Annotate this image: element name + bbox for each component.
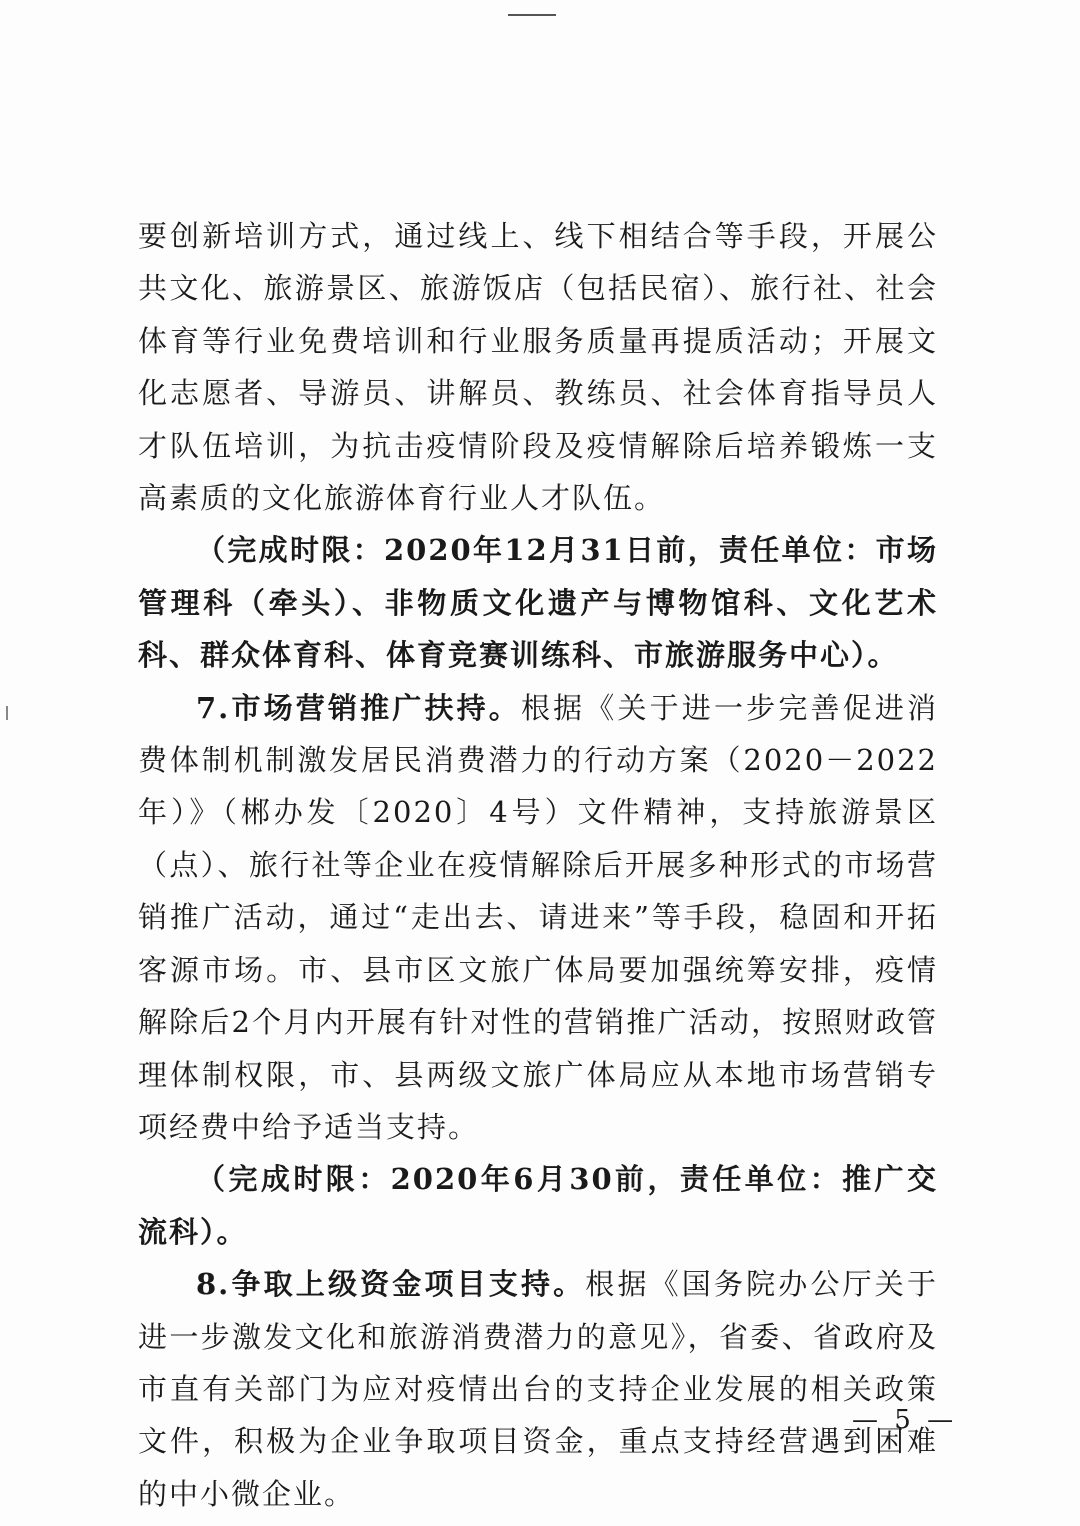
paragraph-deadline-marketing: （完成时限：2020年6月30前，责任单位：推广交流科）。 <box>138 1162 938 1249</box>
paragraph-funding <box>138 1258 938 1520</box>
top-rule <box>508 14 556 16</box>
page-number: — 5 — <box>852 1405 958 1435</box>
paragraph-funding-body: 根据《国务院办公厅关于进一步激发文化和旅游消费潜力的意见》，省委、省政府及市直有关部门为应对疫情出台的支持企业发展的相关政策文件，积极为企业争取项目资金，重点支持经营遇到困难的中小微企业。 <box>138 1267 938 1511</box>
paragraph-deadline-training: （完成时限：2020年12月31日前，责任单位：市场管理科（牵头）、非物质文化遗产与博物馆科、文化艺术科、群众体育科、体育竞赛训练科、市旅游服务中心）。 <box>138 533 938 673</box>
binding-mark <box>6 706 8 720</box>
body-text <box>138 210 938 1520</box>
paragraph-training: 要创新培训方式，通过线上、线下相结合等手段，开展公共文化、旅游景区、旅游饭店（包括民宿）、旅行社、社会体育等行业免费培训和行业服务质量再提质活动；开展文化志愿者、导游员、讲解员、教练员、社会体育指导员人才队伍培训，为抗击疫情阶段及疫情解除后培养锻炼一支高素质的文化旅游体育行业人才队伍。 <box>138 219 938 516</box>
paragraph-marketing <box>138 682 938 1154</box>
paragraph-marketing-body: 根据《关于进一步完善促进消费体制机制激发居民消费潜力的行动方案（2020－2022年）》（郴办发〔2020〕4号）文件精神，支持旅游景区（点）、旅行社等企业在疫情解除后开展多种形式的市场营销推广活动，通过“走出去、请进来”等手段，稳固和开拓客源市场。市、县市区文旅广体局要加强统筹安排，疫情解除后2个月内开展有针对性的营销推广活动，按照财政管理体制权限，市、县两级文旅广体局应从本地市场营销专项经费中给予适当支持。 <box>138 690 938 1144</box>
heading-marketing: 7.市场营销推广扶持。 <box>196 690 521 725</box>
heading-funding: 8.争取上级资金项目支持。 <box>196 1267 586 1302</box>
